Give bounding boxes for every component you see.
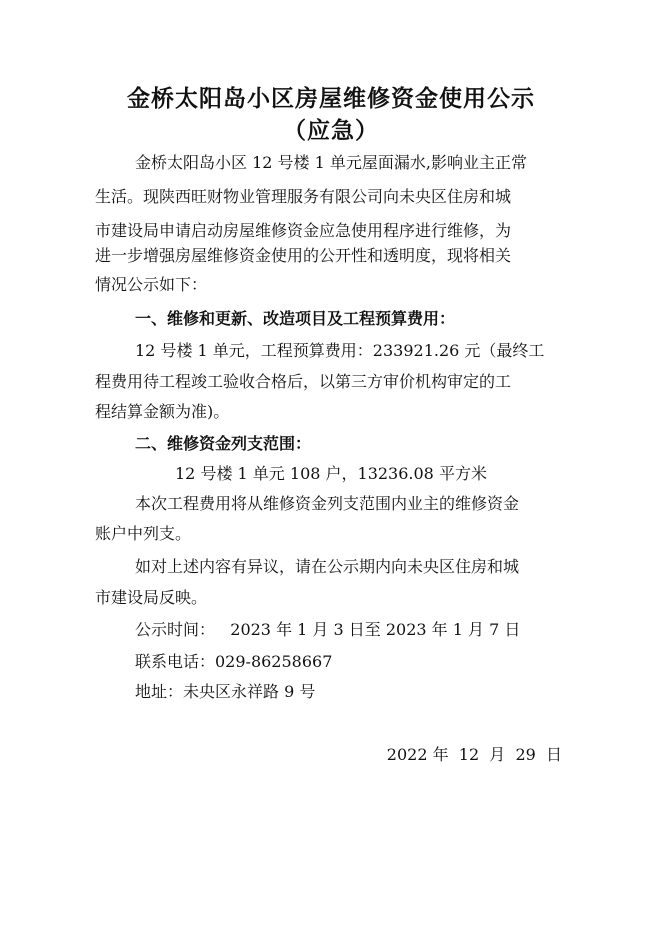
notice-title: 金桥太阳岛小区房屋维修资金使用公示 [127,86,535,112]
section1-line-1: 12 号楼 1 单元，工程预算费用：233921.26 元（最终工 [135,341,545,360]
issue-date: 2022 年 12 月 29 日 [386,745,562,764]
paragraph4-line-1: 如对上述内容有异议，请在公示期内向未央区住房和城 [135,557,520,576]
notice-period: 公示时间： 2023 年 1 月 3 日至 2023 年 1 月 7 日 [135,620,521,639]
paragraph3-line-1: 本次工程费用将从维修资金列支范围内业主的维修资金 [135,494,520,513]
paragraph4-line-2: 市建设局反映。 [95,588,208,607]
contact-phone: 联系电话：029-86258667 [135,652,333,671]
address: 地址：未央区永祥路 9 号 [135,682,316,701]
intro-line-3: 市建设局申请启动房屋维修资金应急使用程序进行维修，为 [95,221,512,240]
section1-heading: 一、维修和更新、改造项目及工程预算费用： [135,309,456,328]
section2-body: 12 号楼 1 单元 108 户，13236.08 平方米 [175,464,487,483]
paragraph3-line-2: 账户中列支。 [95,524,192,543]
section1-line-3: 程结算金额为准)。 [95,402,230,421]
notice-subtitle: （应急） [283,118,379,144]
section2-heading: 二、维修资金列支范围： [135,434,312,453]
intro-line-1: 金桥太阳岛小区 12 号楼 1 单元屋面漏水,影响业主正常 [135,153,527,172]
section1-line-2: 程费用待工程竣工验收合格后，以第三方审价机构审定的工 [95,372,512,391]
intro-line-2: 生活。现陕西旺财物业管理服务有限公司向未央区住房和城 [95,187,512,206]
intro-line-5: 情况公示如下： [95,275,208,294]
intro-line-4: 进一步增强房屋维修资金使用的公开性和透明度，现将相关 [95,246,512,265]
